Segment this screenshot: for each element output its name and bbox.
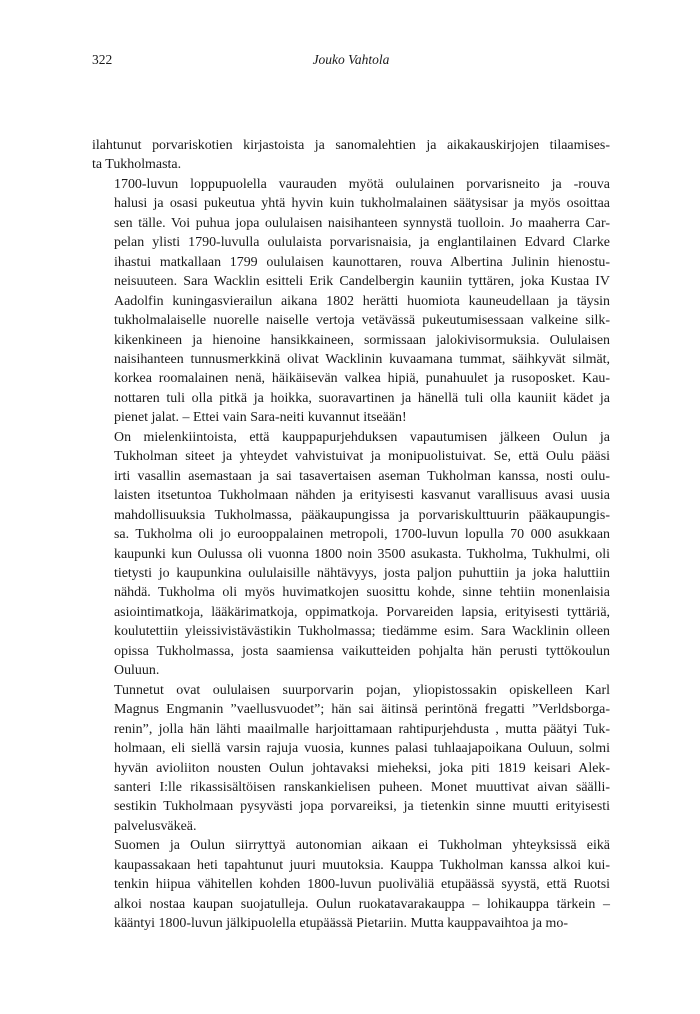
paragraph	[92, 136, 610, 175]
text-line: Aadolfin kuningasvierailun aikana 1802 herätti huomiota kauneudellaan ja täysin	[114, 293, 610, 309]
paragraph	[92, 428, 610, 681]
text-line: ihastui matkallaan 1799 oululaisen kaunottaren, rouva Albertina Julinin hienostu-	[114, 254, 610, 270]
text-line: kaupunki kun Oulussa oli vuonna 1800 noin 3500 asukasta. Tukholma, Tukhulmi, oli	[114, 546, 610, 562]
text-line: sa. Tukholma oli jo eurooppalainen metropoli, 1700-luvun lopulla 70 000 asukkaan	[114, 527, 610, 543]
text-line: kikenkineen ja hienoine hansikkaineen, sormissaan jalokivisormuksia. Oululaisen	[114, 332, 610, 348]
text-line: irti vasallin asemastaan ja sai tasavertaisen aseman Tukholman kanssa, nosti oulu-	[114, 468, 610, 484]
text-line: santeri I:lle rikassisältöisen ranskankielisen puheen. Monet muuttivat aivan säälli-	[114, 779, 610, 795]
text-line: palvelusväkeä.	[114, 818, 197, 834]
text-line: korkea roomalainen nenä, häikäisevän valkea hipiä, punahuulet ja rusoposket. Kau-	[114, 371, 610, 387]
text-line: 1700-luvun loppupuolella vaurauden myötä oululainen porvarisneito ja -rouva	[114, 176, 610, 192]
text-line: Tukholman siteet ja yhteydet vahvistuivat ja monipuolistuivat. Se, että Oulu pääsi	[114, 449, 610, 465]
text-line: neisuuteen. Sara Wacklin esitteli Erik Candelbergin kauniin tyttären, joka Kustaa IV	[114, 274, 610, 290]
text-line: ilahtunut porvariskotien kirjastoista ja sanomalehtien ja aikakauskirjojen tilaamises-	[92, 138, 610, 153]
text-line: pienet jalat. – Ettei vain Sara-neiti kuvannut itseään!	[114, 410, 407, 426]
paragraph	[92, 175, 610, 428]
text-line: kääntyi 1800-luvun jälkipuolella etupäässä Pietariin. Mutta kauppavaihtoa ja mo-	[114, 916, 569, 932]
text-line: Suomen ja Oulun siirryttyä autonomian aikaan ei Tukholman yhteyksissä eikä	[114, 838, 610, 854]
text-line: koulutettiin yleissivistävästikin Tukholmassa; tiedämme esim. Sara Wacklinin olleen	[114, 624, 610, 640]
text-line: sen tälle. Voi puhua jopa oululaisen naisihanteen synnystä tuolloin. Jo maaherra Car-	[114, 215, 610, 231]
running-header	[92, 52, 610, 72]
text-line: nähdä. Tukholma oli myös huvimatkojen suosittu kohde, sinne tehtiin monenlaisia	[114, 585, 610, 601]
text-line: kaupassakaan heti tapahtunut juuri muutoksia. Kauppa Tukholman kanssa alkoi kui-	[114, 857, 610, 873]
text-line: asiointimatkoja, lääkärimatkoja, oppimatkoja. Porvareiden lapsia, erityisesti tyttäriä,	[114, 604, 610, 620]
text-line: renin”, jolla hän lähti maailmalle harjoittamaan rahtipurjehdusta , mutta päätyi Tuk-	[114, 721, 610, 737]
text-line: nottaren tuli olla pitkä ja hoikka, suoravartinen ja hänellä tuli olla kauniit kädet ja	[114, 390, 610, 406]
text-line: Ouluun.	[114, 663, 160, 679]
text-line: tenkin hiipua vähitellen kohden 1800-luvun puoliväliä etupäässä syystä, että Ruotsi	[114, 877, 610, 893]
text-line: On mielenkiintoista, että kauppapurjehduksen vapautumisen jälkeen Oulun ja	[114, 429, 610, 445]
paragraph	[92, 681, 610, 837]
text-line: hyvän avioliiton nousten Oulun johtavaksi mieheksi, joka piti 1819 keisari Alek-	[114, 760, 610, 776]
text-line: ta Tukholmasta.	[92, 157, 182, 173]
text-line: tietysti jo kaupunkina oululaisille nähtävyys, josta paljon puhuttiin ja joka haluttiin	[114, 565, 610, 581]
text-line: mahdollisuuksia Tukholmassa, pääkaupungissa ja porvariskulttuurin pääkaupungis-	[114, 507, 610, 523]
text-line: sestikin Tukholmaan pysyvästi jopa porvareiksi, ja tietenkin sinne muutti erityisesti	[114, 799, 610, 815]
paragraph	[92, 836, 610, 933]
text-line: Tunnetut ovat oululaisen suurporvarin pojan, yliopistossakin opiskelleen Karl	[114, 682, 610, 698]
text-line: naisihanteen tunnusmerkkinä olivat Wacklinin kuvaamana tummat, säihkyvät silmät,	[114, 351, 610, 367]
text-line: holmaan, eli siellä varsin rajuja vuosia, kunnes palasi tuhlaajapoikana Ouluun, solmi	[114, 741, 610, 757]
text-line: pelan ylisti 1790-luvulla oululaista porvarisnaisia, ja englantilainen Edvard Clarke	[114, 235, 610, 251]
text-line: laisten itsetuntoa Tukholmaan nähden ja erityisesti kasvanut varallisuus avasi uusia	[114, 488, 610, 504]
body-text	[92, 136, 610, 934]
page-number: 322	[92, 52, 113, 67]
text-line: Magnus Engmanin ”vaellusvuodet”; hän sai äitinsä perintönä fregatti ”Verldsborga-	[114, 702, 610, 718]
text-line: alkoi nostaa kaupan suojatulleja. Oulun ruokatavarakauppa – lohikauppa tärkein –	[114, 896, 610, 912]
text-line: halusi ja osasi pukeutua yhtä hyvin kuin tukholmalainen säätysisar ja myös osoittaa	[114, 196, 610, 212]
text-line: tukholmalaiselle nuorelle naiselle vertoja vetävässä pukeutumisessaan valkeine silk-	[114, 313, 610, 329]
running-header-author: Jouko Vahtola	[312, 52, 390, 67]
text-line: opissa Tukholmassa, josta saamiensa vaikutteiden pohjalta hän perusti tyttökoulun	[114, 643, 610, 659]
